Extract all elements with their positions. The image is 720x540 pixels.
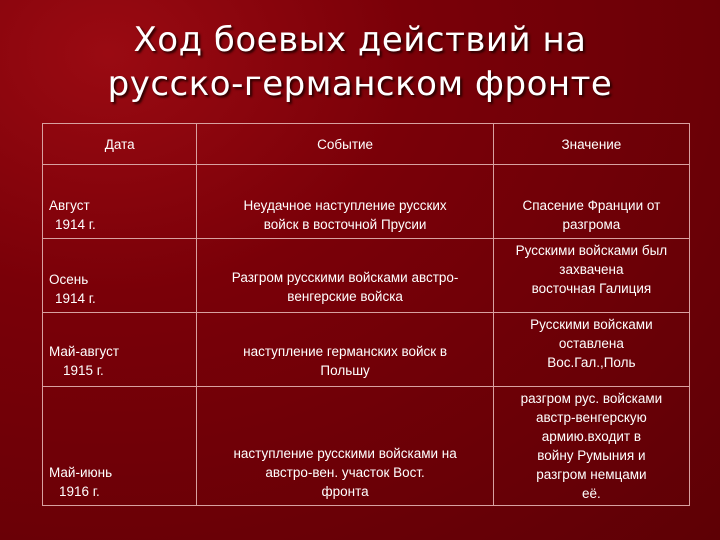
meaning-line: австр-венгерскую (536, 410, 647, 425)
date-line: Август (49, 198, 90, 213)
meaning-line: Вос.Гал.,Поль (547, 355, 636, 370)
date-line: 1914 г. (55, 217, 96, 232)
date-line: 1914 г. (55, 291, 96, 306)
date-cell (43, 387, 197, 506)
table-header-row (43, 124, 690, 165)
meaning-cell (493, 165, 689, 239)
date-cell (43, 165, 197, 239)
meaning-line: её. (582, 486, 601, 501)
event-cell (197, 165, 493, 239)
event-line: Разгром русскими войсками австро- (231, 270, 459, 285)
event-cell (197, 239, 493, 313)
date-line: Май-июнь (49, 465, 113, 480)
event-line: Неудачное наступление русских (243, 198, 447, 213)
event-line: Польшу (320, 363, 370, 378)
meaning-line: Русскими войсками был (515, 243, 668, 258)
header-date: Дата (43, 124, 197, 165)
header-meaning: Значение (493, 124, 689, 165)
meaning-line: восточная Галиция (531, 281, 652, 296)
meaning-cell (493, 239, 689, 313)
date-line: Осень (49, 272, 89, 287)
event-line: наступление русскими войсками на (233, 446, 457, 461)
table-row (43, 165, 690, 239)
date-line: 1915 г. (63, 363, 104, 378)
meaning-line: Спасение Франции от (522, 198, 661, 213)
slide-title (0, 18, 720, 106)
table-row (43, 313, 690, 387)
event-line: венгерские войска (287, 289, 403, 304)
meaning-cell (493, 387, 689, 506)
date-cell (43, 313, 197, 387)
table-row (43, 387, 690, 506)
date-line: 1916 г. (59, 484, 100, 499)
event-cell (197, 313, 493, 387)
date-line: Май-август (49, 344, 120, 359)
table-row (43, 239, 690, 313)
meaning-line: оставлена (558, 336, 624, 351)
meaning-line: армию.входит в (541, 429, 642, 444)
meaning-line: разгрома (562, 217, 621, 232)
event-line: фронта (321, 484, 369, 499)
meaning-line: разгром немцами (536, 467, 647, 482)
meaning-line: войну Румыния и (537, 448, 646, 463)
event-cell (197, 387, 493, 506)
slide-title-line-1: Ход боевых действий на (133, 20, 587, 60)
meaning-cell (493, 313, 689, 387)
meaning-line: разгром рус. войсками (520, 391, 663, 406)
events-table (42, 123, 690, 506)
event-line: войск в восточной Прусии (263, 217, 427, 232)
meaning-line: Русскими войсками (530, 317, 653, 332)
event-line: наступление германских войск в (243, 344, 448, 359)
event-line: австро-вен. участок Вост. (265, 465, 425, 480)
slide-title-line-2: русско-германском фронте (107, 64, 613, 104)
meaning-line: захвачена (559, 262, 624, 277)
header-event: Событие (197, 124, 493, 165)
date-cell (43, 239, 197, 313)
